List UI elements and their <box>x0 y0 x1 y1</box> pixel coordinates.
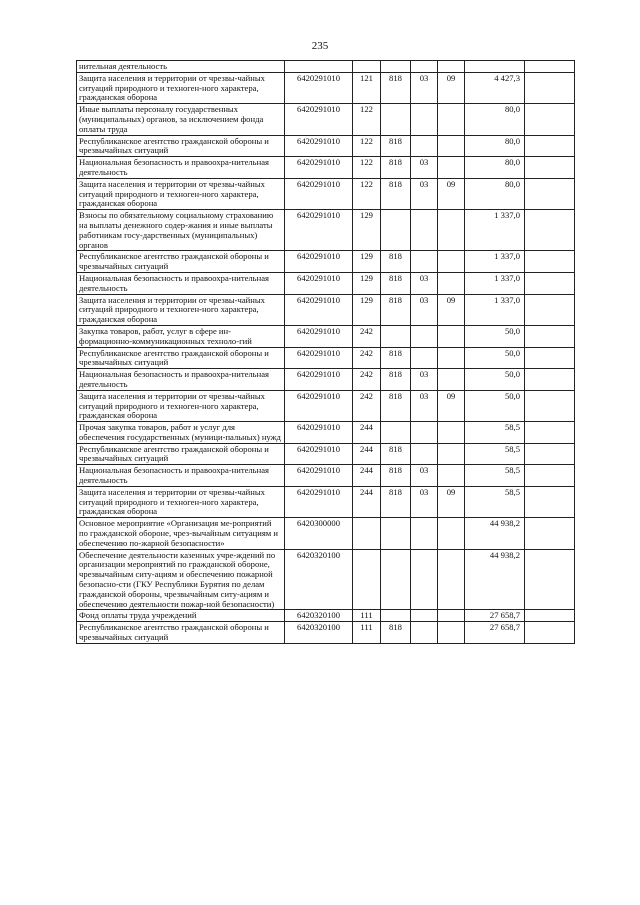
row-expense-type-cell: 244 <box>353 486 381 517</box>
row-expense-type-cell: 244 <box>353 422 381 444</box>
row-extra-cell <box>525 610 575 622</box>
row-section-cell <box>411 251 438 273</box>
row-subsection-cell: 09 <box>438 486 465 517</box>
row-subsection-cell <box>438 369 465 391</box>
row-admin-code-cell: 818 <box>381 465 411 487</box>
row-expense-type-cell: 244 <box>353 443 381 465</box>
row-code-cell: 6420291010 <box>285 251 353 273</box>
row-extra-cell <box>525 135 575 157</box>
row-subsection-cell <box>438 104 465 135</box>
row-name-cell: Республиканское агентство гражданской обороны и чрезвычайных ситуаций <box>77 135 285 157</box>
row-admin-code-cell: 818 <box>381 251 411 273</box>
row-expense-type-cell: 242 <box>353 369 381 391</box>
row-amount-cell: 1 337,0 <box>465 251 525 273</box>
row-expense-type-cell: 111 <box>353 622 381 644</box>
row-name-cell: Республиканское агентство гражданской обороны и чрезвычайных ситуаций <box>77 622 285 644</box>
row-code-cell: 6420320100 <box>285 610 353 622</box>
row-code-cell: 6420291010 <box>285 422 353 444</box>
row-name-cell: Взносы по обязательному социальному страхованию на выплаты денежного содер-жания и иные выплаты работникам госу-дарственных (муниципальных) органов <box>77 210 285 251</box>
table-row <box>77 210 575 251</box>
row-name-cell: Республиканское агентство гражданской обороны и чрезвычайных ситуаций <box>77 347 285 369</box>
page-number: 235 <box>311 40 329 52</box>
row-subsection-cell <box>438 443 465 465</box>
row-extra-cell <box>525 622 575 644</box>
row-extra-cell <box>525 178 575 209</box>
table-row <box>77 610 575 622</box>
row-expense-type-cell: 129 <box>353 251 381 273</box>
row-subsection-cell <box>438 518 465 549</box>
row-code-cell: 6420291010 <box>285 178 353 209</box>
row-amount-cell: 50,0 <box>465 369 525 391</box>
row-amount-cell: 1 337,0 <box>465 210 525 251</box>
table-row <box>77 325 575 347</box>
row-admin-code-cell: 818 <box>381 369 411 391</box>
row-section-cell: 03 <box>411 178 438 209</box>
table-row <box>77 486 575 517</box>
row-expense-type-cell: 122 <box>353 157 381 179</box>
row-subsection-cell: 09 <box>438 390 465 421</box>
row-section-cell: 03 <box>411 294 438 325</box>
row-subsection-cell: 09 <box>438 178 465 209</box>
row-section-cell <box>411 61 438 73</box>
row-section-cell: 03 <box>411 486 438 517</box>
row-section-cell: 03 <box>411 72 438 103</box>
table-row <box>77 347 575 369</box>
row-admin-code-cell: 818 <box>381 294 411 325</box>
row-amount-cell: 80,0 <box>465 135 525 157</box>
row-section-cell <box>411 347 438 369</box>
table-row <box>77 135 575 157</box>
row-expense-type-cell: 244 <box>353 465 381 487</box>
table-row <box>77 251 575 273</box>
row-admin-code-cell <box>381 422 411 444</box>
row-admin-code-cell <box>381 104 411 135</box>
row-extra-cell <box>525 210 575 251</box>
row-admin-code-cell: 818 <box>381 443 411 465</box>
row-name-cell: Иные выплаты персоналу государственных (муниципальных) органов, за исключением фонда оплаты труда <box>77 104 285 135</box>
row-amount-cell: 50,0 <box>465 347 525 369</box>
row-expense-type-cell: 122 <box>353 135 381 157</box>
row-amount-cell: 58,5 <box>465 443 525 465</box>
row-code-cell: 6420291010 <box>285 294 353 325</box>
table-row <box>77 272 575 294</box>
row-expense-type-cell: 122 <box>353 104 381 135</box>
row-name-cell: Защита населения и территории от чрезвы-чайных ситуаций природного и техноген-ного характера, гражданская оборона <box>77 178 285 209</box>
row-amount-cell: 1 337,0 <box>465 272 525 294</box>
row-extra-cell <box>525 294 575 325</box>
table-row <box>77 390 575 421</box>
row-extra-cell <box>525 72 575 103</box>
row-name-cell: Защита населения и территории от чрезвы-чайных ситуаций природного и техноген-ного характера, гражданская оборона <box>77 72 285 103</box>
row-code-cell: 6420291010 <box>285 135 353 157</box>
row-name-cell: Защита населения и территории от чрезвы-чайных ситуаций природного и техноген-ного характера, гражданская оборона <box>77 390 285 421</box>
row-extra-cell <box>525 272 575 294</box>
row-amount-cell: 50,0 <box>465 325 525 347</box>
row-name-cell: Национальная безопасность и правоохра-нительная деятельность <box>77 465 285 487</box>
row-subsection-cell <box>438 465 465 487</box>
row-subsection-cell <box>438 422 465 444</box>
row-expense-type-cell: 129 <box>353 210 381 251</box>
table-body <box>77 61 575 644</box>
row-subsection-cell: 09 <box>438 72 465 103</box>
row-name-cell: Национальная безопасность и правоохра-нительная деятельность <box>77 157 285 179</box>
row-name-cell: Закупка товаров, работ, услуг в сфере ин-формационно-коммуникационных техноло-гий <box>77 325 285 347</box>
row-code-cell: 6420291010 <box>285 104 353 135</box>
row-section-cell <box>411 422 438 444</box>
row-admin-code-cell <box>381 61 411 73</box>
row-name-cell: Обеспечение деятельности казенных учре-ждений по организации мероприятий по гражданской обороне, чрезвычайным ситу-ациям и обеспечению пожарной безопасно-сти (ГКУ Республики Бурятия по делам гражданской обороны, чрезвычайным ситу-ациям и обеспечению деятельности пожар-ной безопасности) <box>77 549 285 610</box>
row-extra-cell <box>525 486 575 517</box>
row-admin-code-cell: 818 <box>381 486 411 517</box>
row-code-cell: 6420320100 <box>285 549 353 610</box>
row-admin-code-cell: 818 <box>381 622 411 644</box>
row-subsection-cell <box>438 251 465 273</box>
row-extra-cell <box>525 251 575 273</box>
budget-table <box>76 60 575 644</box>
row-name-cell: Защита населения и территории от чрезвы-чайных ситуаций природного и техноген-ного характера, гражданская оборона <box>77 294 285 325</box>
row-section-cell: 03 <box>411 465 438 487</box>
row-code-cell: 6420291010 <box>285 443 353 465</box>
row-section-cell <box>411 443 438 465</box>
row-extra-cell <box>525 465 575 487</box>
table-row <box>77 104 575 135</box>
row-amount-cell: 58,5 <box>465 422 525 444</box>
row-expense-type-cell: 121 <box>353 72 381 103</box>
row-name-cell: нительная деятельность <box>77 61 285 73</box>
row-expense-type-cell: 242 <box>353 325 381 347</box>
row-section-cell: 03 <box>411 369 438 391</box>
table-row <box>77 61 575 73</box>
row-extra-cell <box>525 369 575 391</box>
row-expense-type-cell <box>353 61 381 73</box>
row-section-cell <box>411 135 438 157</box>
row-admin-code-cell: 818 <box>381 72 411 103</box>
row-amount-cell: 27 658,7 <box>465 622 525 644</box>
row-expense-type-cell: 122 <box>353 178 381 209</box>
table-row <box>77 465 575 487</box>
table-row <box>77 157 575 179</box>
table-row <box>77 369 575 391</box>
row-subsection-cell <box>438 272 465 294</box>
row-admin-code-cell: 818 <box>381 157 411 179</box>
row-subsection-cell <box>438 210 465 251</box>
row-amount-cell: 4 427,3 <box>465 72 525 103</box>
row-amount-cell: 50,0 <box>465 390 525 421</box>
row-subsection-cell <box>438 347 465 369</box>
row-extra-cell <box>525 549 575 610</box>
row-expense-type-cell: 242 <box>353 347 381 369</box>
row-section-cell <box>411 549 438 610</box>
row-extra-cell <box>525 518 575 549</box>
row-code-cell <box>285 61 353 73</box>
row-name-cell: Основное мероприятие «Организация ме-роприятий по гражданской обороне, чрез-вычайным ситуациям и обеспечению по-жарной безопасности» <box>77 518 285 549</box>
table-row <box>77 72 575 103</box>
row-code-cell: 6420291010 <box>285 369 353 391</box>
row-name-cell: Республиканское агентство гражданской обороны и чрезвычайных ситуаций <box>77 251 285 273</box>
table-row <box>77 294 575 325</box>
row-code-cell: 6420291010 <box>285 72 353 103</box>
row-extra-cell <box>525 61 575 73</box>
row-name-cell: Прочая закупка товаров, работ и услуг для обеспечения государственных (муници-пальных) нужд <box>77 422 285 444</box>
row-code-cell: 6420291010 <box>285 390 353 421</box>
row-amount-cell <box>465 61 525 73</box>
row-subsection-cell <box>438 622 465 644</box>
row-section-cell <box>411 610 438 622</box>
table-row <box>77 443 575 465</box>
row-amount-cell: 80,0 <box>465 104 525 135</box>
row-amount-cell: 27 658,7 <box>465 610 525 622</box>
row-code-cell: 6420320100 <box>285 622 353 644</box>
row-name-cell: Национальная безопасность и правоохра-нительная деятельность <box>77 369 285 391</box>
row-amount-cell: 58,5 <box>465 486 525 517</box>
row-section-cell <box>411 104 438 135</box>
row-amount-cell: 1 337,0 <box>465 294 525 325</box>
row-admin-code-cell: 818 <box>381 272 411 294</box>
row-code-cell: 6420291010 <box>285 347 353 369</box>
row-section-cell <box>411 518 438 549</box>
row-extra-cell <box>525 443 575 465</box>
row-code-cell: 6420291010 <box>285 157 353 179</box>
row-subsection-cell <box>438 157 465 179</box>
row-code-cell: 6420291010 <box>285 325 353 347</box>
row-admin-code-cell: 818 <box>381 390 411 421</box>
row-expense-type-cell: 129 <box>353 272 381 294</box>
row-extra-cell <box>525 104 575 135</box>
row-name-cell: Республиканское агентство гражданской обороны и чрезвычайных ситуаций <box>77 443 285 465</box>
row-subsection-cell <box>438 610 465 622</box>
row-section-cell <box>411 325 438 347</box>
row-subsection-cell <box>438 549 465 610</box>
row-name-cell: Национальная безопасность и правоохра-нительная деятельность <box>77 272 285 294</box>
row-admin-code-cell: 818 <box>381 347 411 369</box>
row-expense-type-cell <box>353 518 381 549</box>
row-expense-type-cell: 129 <box>353 294 381 325</box>
row-section-cell: 03 <box>411 157 438 179</box>
row-subsection-cell <box>438 325 465 347</box>
row-expense-type-cell <box>353 549 381 610</box>
row-name-cell: Фонд оплаты труда учреждений <box>77 610 285 622</box>
row-admin-code-cell <box>381 610 411 622</box>
row-code-cell: 6420291010 <box>285 465 353 487</box>
row-amount-cell: 44 938,2 <box>465 549 525 610</box>
row-name-cell: Защита населения и территории от чрезвы-чайных ситуаций природного и техноген-ного характера, гражданская оборона <box>77 486 285 517</box>
table-row <box>77 422 575 444</box>
row-code-cell: 6420291010 <box>285 210 353 251</box>
row-admin-code-cell: 818 <box>381 135 411 157</box>
row-extra-cell <box>525 422 575 444</box>
row-extra-cell <box>525 347 575 369</box>
row-section-cell: 03 <box>411 272 438 294</box>
row-subsection-cell: 09 <box>438 294 465 325</box>
row-amount-cell: 44 938,2 <box>465 518 525 549</box>
row-amount-cell: 80,0 <box>465 178 525 209</box>
row-admin-code-cell <box>381 549 411 610</box>
table-row <box>77 518 575 549</box>
row-code-cell: 6420300000 <box>285 518 353 549</box>
row-admin-code-cell <box>381 210 411 251</box>
row-expense-type-cell: 242 <box>353 390 381 421</box>
row-admin-code-cell <box>381 518 411 549</box>
row-extra-cell <box>525 325 575 347</box>
row-extra-cell <box>525 390 575 421</box>
row-section-cell <box>411 210 438 251</box>
row-amount-cell: 80,0 <box>465 157 525 179</box>
row-admin-code-cell <box>381 325 411 347</box>
row-amount-cell: 58,5 <box>465 465 525 487</box>
row-subsection-cell <box>438 61 465 73</box>
row-code-cell: 6420291010 <box>285 272 353 294</box>
table-row <box>77 622 575 644</box>
table-row <box>77 549 575 610</box>
row-expense-type-cell: 111 <box>353 610 381 622</box>
table-row <box>77 178 575 209</box>
row-section-cell <box>411 622 438 644</box>
row-code-cell: 6420291010 <box>285 486 353 517</box>
row-extra-cell <box>525 157 575 179</box>
row-subsection-cell <box>438 135 465 157</box>
row-admin-code-cell: 818 <box>381 178 411 209</box>
row-section-cell: 03 <box>411 390 438 421</box>
